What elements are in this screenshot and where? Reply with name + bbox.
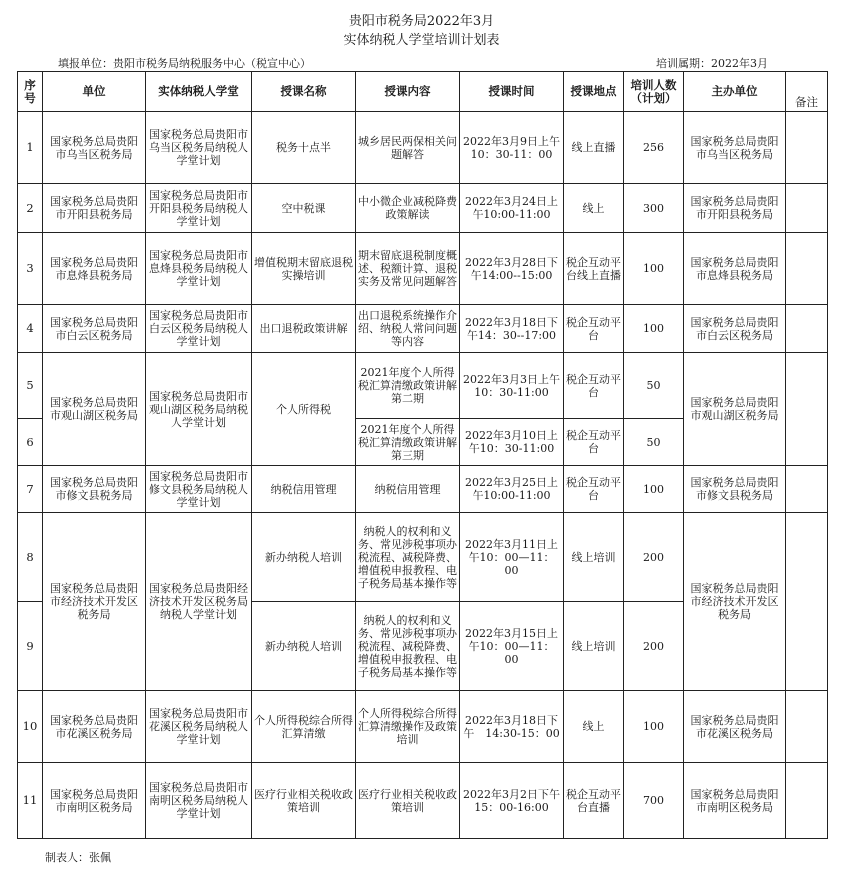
document-title: 贵阳市税务局2022年3月 — [348, 14, 495, 29]
cell-count: 50 — [624, 419, 684, 466]
cell-place: 税企互动平台直播 — [564, 763, 624, 839]
cell-place: 税企互动平台 — [564, 419, 624, 466]
table-row — [18, 691, 828, 763]
table-row — [18, 184, 828, 233]
cell-count: 700 — [624, 763, 684, 839]
training-period: 培训属期：2022年3月 — [656, 57, 768, 70]
table-row — [18, 233, 828, 305]
table-maker: 制表人：张佩 — [45, 851, 111, 864]
cell-place: 税企互动平台线上直播 — [564, 233, 624, 305]
cell-remark — [786, 233, 828, 305]
cell-place: 税企互动平台 — [564, 353, 624, 419]
cell-index: 3 — [18, 233, 43, 305]
header-unit: 单位 — [43, 72, 146, 112]
cell-place: 线上培训 — [564, 602, 624, 691]
cell-time: 2022年3月18日下午 14:30-15：00 — [460, 691, 564, 763]
cell-time: 2022年3月24日上午10:00-11:00 — [460, 184, 564, 233]
cell-time: 2022年3月10日上午10：30-11:00 — [460, 419, 564, 466]
cell-unit: 国家税务总局贵阳市白云区税务局 — [43, 305, 146, 353]
cell-remark — [786, 466, 828, 513]
cell-place: 线上培训 — [564, 513, 624, 602]
cell-unit: 国家税务总局贵阳市修文县税务局 — [43, 466, 146, 513]
table-row — [18, 763, 828, 839]
cell-place: 线上 — [564, 691, 624, 763]
cell-school: 国家税务总局贵阳市白云区税务局纳税人学堂计划 — [146, 305, 252, 353]
cell-course: 出口退税政策讲解 — [252, 305, 356, 353]
cell-school: 国家税务总局贵阳市花溪区税务局纳税人学堂计划 — [146, 691, 252, 763]
cell-unit: 国家税务总局贵阳市息烽县税务局 — [43, 233, 146, 305]
cell-remark — [786, 763, 828, 839]
cell-time: 2022年3月28日下午14:00--15:00 — [460, 233, 564, 305]
cell-place: 税企互动平台 — [564, 305, 624, 353]
table-row — [18, 112, 828, 184]
cell-count: 50 — [624, 353, 684, 419]
cell-time: 2022年3月11日上午10：00—11：00 — [460, 513, 564, 602]
cell-school: 国家税务总局贵阳市乌当区税务局纳税人学堂计划 — [146, 112, 252, 184]
cell-index: 10 — [18, 691, 43, 763]
cell-content: 2021年度个人所得税汇算清缴政策讲解第二期 — [356, 353, 460, 419]
cell-index: 2 — [18, 184, 43, 233]
cell-count: 100 — [624, 305, 684, 353]
cell-organizer: 国家税务总局贵阳市乌当区税务局 — [684, 112, 786, 184]
cell-school: 国家税务总局贵阳市观山湖区税务局纳税人学堂计划 — [146, 353, 252, 466]
cell-school: 国家税务总局贵阳市修文县税务局纳税人学堂计划 — [146, 466, 252, 513]
cell-unit: 国家税务总局贵阳市经济技术开发区税务局 — [43, 513, 146, 691]
cell-index: 8 — [18, 513, 43, 602]
cell-organizer: 国家税务总局贵阳市经济技术开发区税务局 — [684, 513, 786, 691]
cell-course: 新办纳税人培训 — [252, 602, 356, 691]
cell-remark — [786, 184, 828, 233]
cell-course: 增值税期末留底退税实操培训 — [252, 233, 356, 305]
cell-organizer: 国家税务总局贵阳市花溪区税务局 — [684, 691, 786, 763]
table-row — [18, 513, 828, 602]
cell-index: 11 — [18, 763, 43, 839]
cell-count: 256 — [624, 112, 684, 184]
cell-place: 线上直播 — [564, 112, 624, 184]
cell-content: 纳税信用管理 — [356, 466, 460, 513]
cell-time: 2022年3月9日上午10：30-11：00 — [460, 112, 564, 184]
cell-remark — [786, 691, 828, 763]
cell-course: 税务十点半 — [252, 112, 356, 184]
cell-course: 医疗行业相关税收政策培训 — [252, 763, 356, 839]
cell-organizer: 国家税务总局贵阳市白云区税务局 — [684, 305, 786, 353]
cell-index: 1 — [18, 112, 43, 184]
cell-school: 国家税务总局贵阳市息烽县税务局纳税人学堂计划 — [146, 233, 252, 305]
header-school: 实体纳税人学堂 — [146, 72, 252, 112]
header-place: 授课地点 — [564, 72, 624, 112]
cell-remark — [786, 305, 828, 353]
header-organizer: 主办单位 — [684, 72, 786, 112]
cell-course: 个人所得税 — [252, 353, 356, 466]
cell-index: 9 — [18, 602, 43, 691]
cell-index: 4 — [18, 305, 43, 353]
cell-count: 200 — [624, 602, 684, 691]
cell-content: 出口退税系统操作介绍、纳税人常问问题等内容 — [356, 305, 460, 353]
cell-school: 国家税务总局贵阳市南明区税务局纳税人学堂计划 — [146, 763, 252, 839]
cell-content: 期末留底退税制度概述、税额计算、退税实务及常见问题解答 — [356, 233, 460, 305]
cell-count: 200 — [624, 513, 684, 602]
cell-index: 6 — [18, 419, 43, 466]
header-course: 授课名称 — [252, 72, 356, 112]
cell-course: 空中税课 — [252, 184, 356, 233]
cell-time: 2022年3月18日下午14：30--17:00 — [460, 305, 564, 353]
table-row — [18, 466, 828, 513]
cell-course: 个人所得税综合所得汇算清缴 — [252, 691, 356, 763]
cell-course: 纳税信用管理 — [252, 466, 356, 513]
cell-time: 2022年3月15日上午10：00—11：00 — [460, 602, 564, 691]
header-remark: 备注 — [786, 72, 828, 112]
document-subtitle: 实体纳税人学堂培训计划表 — [343, 33, 500, 48]
cell-content: 2021年度个人所得税汇算清缴政策讲解第三期 — [356, 419, 460, 466]
table-row — [18, 305, 828, 353]
filler-unit: 填报单位：贵阳市税务局纳税服务中心（税宣中心） — [58, 57, 311, 70]
cell-organizer: 国家税务总局贵阳市开阳县税务局 — [684, 184, 786, 233]
cell-content: 个人所得税综合所得汇算清缴操作及政策培训 — [356, 691, 460, 763]
cell-content: 纳税人的权利和义务、常见涉税事项办税流程、减税降费、增值税申报教程、电子税务局基本操作等 — [356, 602, 460, 691]
cell-count: 100 — [624, 691, 684, 763]
cell-content: 医疗行业相关税收政策培训 — [356, 763, 460, 839]
cell-school: 国家税务总局贵阳经济技术开发区税务局纳税人学堂计划 — [146, 513, 252, 691]
cell-time: 2022年3月25日上午10:00-11:00 — [460, 466, 564, 513]
cell-index: 5 — [18, 353, 43, 419]
cell-remark — [786, 112, 828, 184]
cell-organizer: 国家税务总局贵阳市修文县税务局 — [684, 466, 786, 513]
cell-content: 城乡居民两保相关问题解答 — [356, 112, 460, 184]
cell-place: 税企互动平台 — [564, 466, 624, 513]
cell-unit: 国家税务总局贵阳市开阳县税务局 — [43, 184, 146, 233]
cell-time: 2022年3月3日上午10：30-11:00 — [460, 353, 564, 419]
cell-count: 100 — [624, 466, 684, 513]
cell-content: 纳税人的权利和义务、常见涉税事项办税流程、减税降费、增值税申报教程、电子税务局基本操作等 — [356, 513, 460, 602]
training-plan-table — [17, 71, 828, 839]
cell-organizer: 国家税务总局贵阳市南明区税务局 — [684, 763, 786, 839]
cell-index: 7 — [18, 466, 43, 513]
header-row — [18, 72, 828, 112]
cell-unit: 国家税务总局贵阳市观山湖区税务局 — [43, 353, 146, 466]
cell-place: 线上 — [564, 184, 624, 233]
cell-unit: 国家税务总局贵阳市花溪区税务局 — [43, 691, 146, 763]
header-count: 培训人数（计划） — [624, 72, 684, 112]
cell-remark — [786, 513, 828, 691]
header-time: 授课时间 — [460, 72, 564, 112]
cell-organizer: 国家税务总局贵阳市息烽县税务局 — [684, 233, 786, 305]
cell-time: 2022年3月2日下午15：00-16:00 — [460, 763, 564, 839]
header-index: 序号 — [18, 72, 43, 112]
cell-organizer: 国家税务总局贵阳市观山湖区税务局 — [684, 353, 786, 466]
cell-count: 300 — [624, 184, 684, 233]
cell-school: 国家税务总局贵阳市开阳县税务局纳税人学堂计划 — [146, 184, 252, 233]
cell-unit: 国家税务总局贵阳市乌当区税务局 — [43, 112, 146, 184]
header-content: 授课内容 — [356, 72, 460, 112]
cell-course: 新办纳税人培训 — [252, 513, 356, 602]
cell-count: 100 — [624, 233, 684, 305]
table-row — [18, 353, 828, 419]
cell-content: 中小微企业减税降费政策解读 — [356, 184, 460, 233]
cell-unit: 国家税务总局贵阳市南明区税务局 — [43, 763, 146, 839]
cell-remark — [786, 353, 828, 466]
